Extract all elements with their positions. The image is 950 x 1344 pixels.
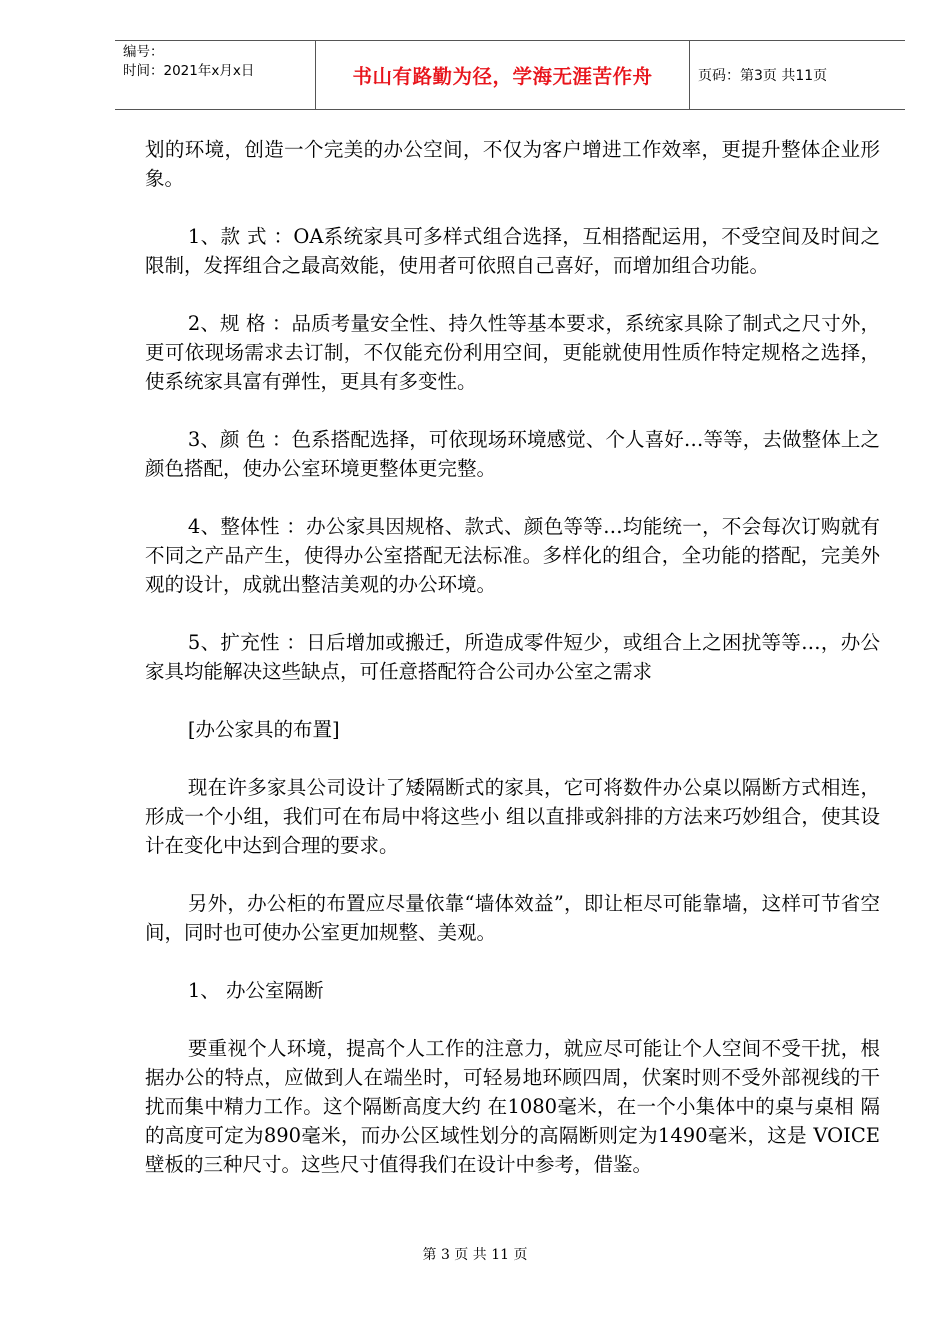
section-heading: [办公家具的布置] — [187, 718, 340, 741]
paragraph-color: 3、颜 色 ：色系搭配选择，可依现场环境感觉、个人喜好…等等，去做整体上之颜色搭配，使办公室环境更整体更完整。 — [145, 428, 880, 480]
paragraph: 要重视个人环境，提高个人工作的注意力，就应尽可能让个人空间不受干扰，根据办公的特点，应做到人在端坐时，可轻易地环顾四周，伏案时则不受外部视线的干扰而集中精力工作。这个隔断高度大约 在1080毫米，在一个小集体中的桌与桌相 隔的高度可定为890毫米，而办公区域性划分的高隔断则定为1490毫米，这是 VOICE壁板的三种尺寸。这些尺寸值得我们在设计中参考，借鉴。 — [145, 1037, 880, 1176]
page-header — [115, 40, 905, 110]
header-meta — [115, 41, 316, 109]
header-motto-cell — [316, 41, 690, 109]
paragraph-style: 1、款 式 ：OA系统家具可多样式组合选择，互相搭配运用，不受空间及时间之限制，发挥组合之最高效能，使用者可依照自己喜好，而增加组合功能。 — [145, 225, 880, 277]
paragraph: 划的环境，创造一个完美的办公空间，不仅为客户增进工作效率，更提升整体企业形象。 — [145, 138, 880, 190]
number-label: 编号： — [123, 44, 164, 60]
paragraph: 现在许多家具公司设计了矮隔断式的家具，它可将数件办公桌以隔断方式相连， 形成一个小组，我们可在布局中将这些小 组以直排或斜排的方法来巧妙组合，使其设计在变化中达到合理的要求。 — [145, 776, 880, 857]
header-page-info — [690, 41, 905, 109]
paragraph-spec: 2、规 格 ：品质考量安全性、持久性等基本要求，系统家具除了制式之尺寸外，更可依现场需求去订制，不仅能充份利用空间，更能就使用性质作特定规格之选择，使系统家具富有弹性，更具有多变性。 — [145, 312, 880, 393]
header-motto: 书山有路勤为径，学海无涯苦作舟 — [352, 65, 653, 88]
document-body — [145, 135, 880, 1208]
paragraph: 另外，办公柜的布置应尽量依靠“墙体效益”，即让柜尽可能靠墙，这样可节省空间，同时也可使办公室更加规整、美观。 — [145, 892, 880, 944]
time-label: 时间：2021年x月x日 — [123, 63, 255, 79]
footer-page-number: 第 3 页 共 11 页 — [422, 1247, 528, 1263]
paragraph-integrity: 4、整体性 ：办公家具因规格、款式、颜色等等…均能统一，不会每次订购就有不同之产品产生，使得办公室搭配无法标准。多样化的组合，全功能的搭配，完美外观的设计，成就出整洁美观的办公环境。 — [145, 515, 880, 596]
page-footer — [0, 1244, 950, 1264]
subsection-heading: 1、 办公室隔断 — [187, 979, 324, 1002]
paragraph-expansion: 5、扩充性 ：日后增加或搬迁，所造成零件短少，或组合上之困扰等等…，办公家具均能解决这些缺点，可任意搭配符合公司办公室之需求 — [145, 631, 880, 683]
page-info-text: 页码：第3页 共11页 — [698, 68, 828, 84]
